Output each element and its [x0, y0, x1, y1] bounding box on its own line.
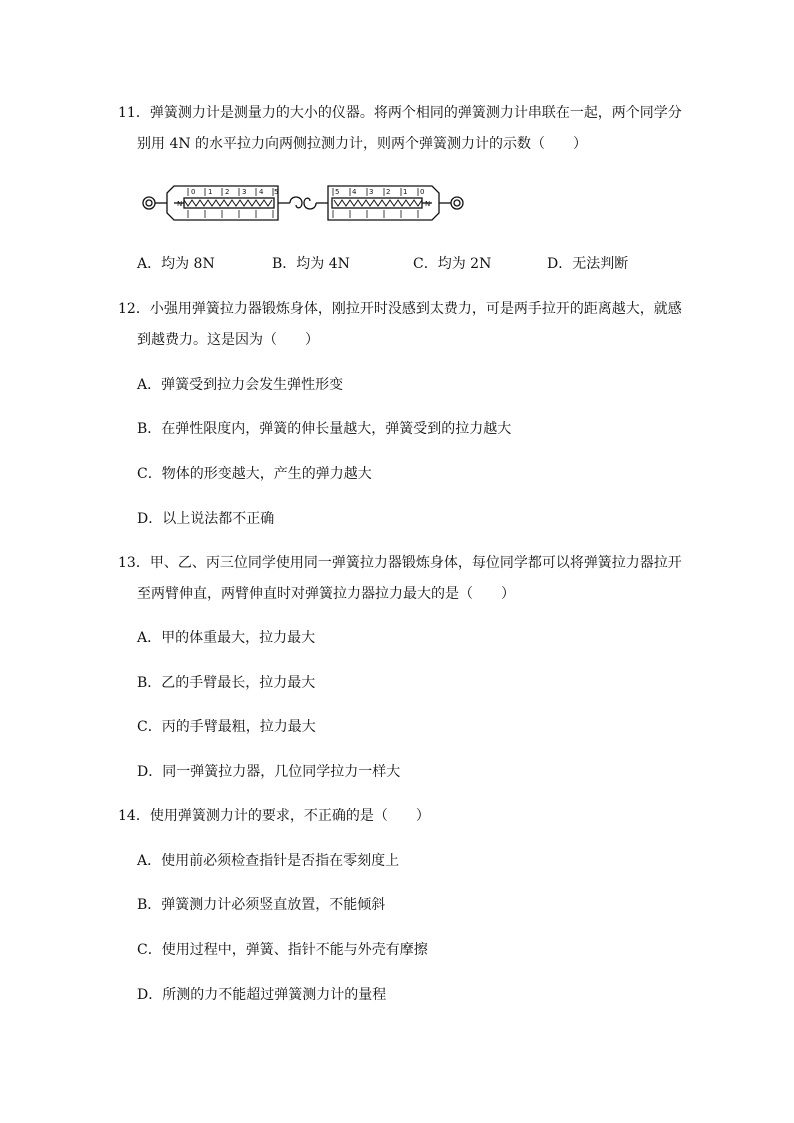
q12-stem-line-1: 12．小强用弹簧拉力器锻炼身体，刚拉开时没感到太费力，可是两手拉开的距离越大，就感: [118, 301, 682, 317]
q14-option-a[interactable]: A．使用前必须检查指针是否指在零刻度上: [137, 853, 400, 869]
right-unit-label: N: [425, 200, 431, 208]
left-scale-label: 3: [242, 188, 247, 196]
right-ring-icon: [451, 197, 463, 209]
q14-option-b[interactable]: B．弹簧测力计必须竖直放置，不能倾斜: [137, 897, 386, 913]
left-scale-label: 5: [274, 188, 279, 196]
right-scale-label: 1: [403, 188, 408, 196]
q11-stem-line-2: 别用 4N 的水平拉力向两侧拉测力计，则两个弹簧测力计的示数（ ）: [137, 136, 588, 152]
right-scale-label: 3: [369, 188, 374, 196]
q14-option-c[interactable]: C．使用过程中，弹簧、指针不能与外壳有摩擦: [137, 942, 428, 958]
q12-option-b[interactable]: B．在弹性限度内，弹簧的伸长量越大，弹簧受到的拉力越大: [137, 421, 512, 437]
right-scale-label: 2: [386, 188, 391, 196]
q13-stem-line-1: 13．甲、乙、丙三位同学使用同一弹簧拉力器锻炼身体，每位同学都可以将弹簧拉力器拉开: [118, 555, 682, 571]
q13-option-b[interactable]: B．乙的手臂最长，拉力最大: [137, 675, 316, 691]
left-scale-label: 1: [208, 188, 213, 196]
q11-option-a[interactable]: A．均为 8N: [137, 256, 215, 272]
left-scale-label: 0: [191, 188, 196, 196]
q13-option-a[interactable]: A．甲的体重最大，拉力最大: [137, 630, 316, 646]
q12-stem-line-2: 到越费力。这是因为（ ）: [137, 332, 319, 348]
right-scale-label: 0: [420, 188, 425, 196]
left-scale-label: 4: [259, 188, 264, 196]
right-scale-label: 4: [352, 188, 357, 196]
hooks-icon: [290, 197, 328, 209]
right-scale-label: 5: [335, 188, 340, 196]
left-ring-icon: [143, 197, 167, 209]
left-scale-label: 2: [225, 188, 230, 196]
q11-stem-line-1: 11．弹簧测力计是测量力的大小的仪器。将两个相同的弹簧测力计串联在一起，两个同学分: [118, 105, 682, 121]
q13-stem-line-2: 至两臂伸直，两臂伸直时对弹簧拉力器拉力最大的是（ ）: [137, 586, 515, 602]
q14-option-d[interactable]: D．所测的力不能超过弹簧测力计的量程: [137, 987, 387, 1003]
q11-option-d[interactable]: D．无法判断: [547, 256, 629, 272]
q14-stem-line-1: 14．使用弹簧测力计的要求，不正确的是（ ）: [118, 808, 430, 824]
q12-option-a[interactable]: A．弹簧受到拉力会发生弹性形变: [137, 377, 344, 393]
q12-option-d[interactable]: D．以上说法都不正确: [137, 511, 275, 527]
q13-option-c[interactable]: C．丙的手臂最粗，拉力最大: [137, 719, 316, 735]
spring-scales-figure: [140, 178, 480, 228]
q12-option-c[interactable]: C．物体的形变越大，产生的弹力越大: [137, 466, 372, 482]
q11-option-c[interactable]: C．均为 2N: [413, 256, 492, 272]
left-unit-label: N: [177, 200, 183, 208]
q13-option-d[interactable]: D．同一弹簧拉力器，几位同学拉力一样大: [137, 764, 401, 780]
q11-option-b[interactable]: B．均为 4N: [272, 256, 350, 272]
